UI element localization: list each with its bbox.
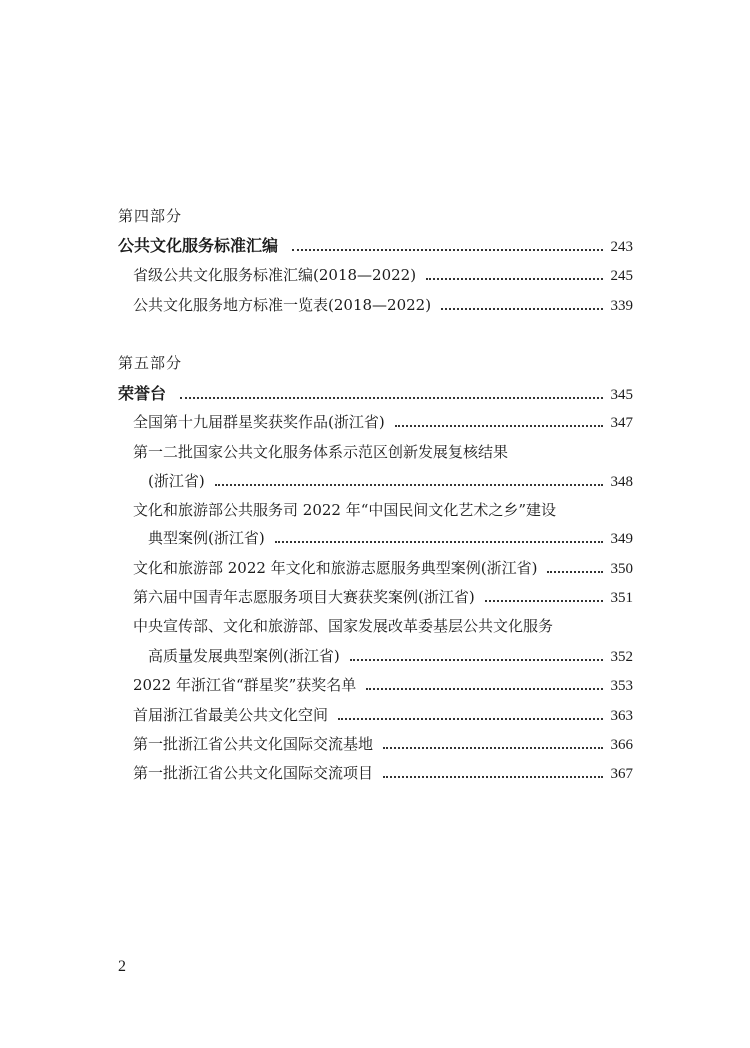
- leader-dots: [350, 658, 603, 661]
- leader-dots: [180, 396, 602, 399]
- toc-entry-title-cont: 典型案例(浙江省): [148, 529, 265, 547]
- toc-entry-page: 352: [610, 649, 633, 665]
- toc-entry-page: 347: [610, 415, 633, 431]
- toc-entry-line2[interactable]: [148, 527, 633, 548]
- toc-entry-title: 全国第十九届群星奖获奖作品(浙江省): [133, 413, 385, 431]
- toc-entry-page: 351: [610, 590, 633, 606]
- toc-entry-title: 第六届中国青年志愿服务项目大赛获奖案例(浙江省): [133, 588, 475, 606]
- leader-dots: [275, 540, 603, 543]
- toc-entry-page: 350: [610, 561, 633, 577]
- toc-entry-page: 245: [610, 268, 633, 284]
- toc-entry[interactable]: [133, 411, 633, 432]
- leader-dots: [395, 424, 603, 427]
- toc-entry-title-cont: (浙江省): [148, 472, 205, 490]
- leader-dots: [441, 307, 602, 310]
- toc-main-entry-honors[interactable]: [118, 381, 633, 404]
- leader-dots: [547, 570, 602, 573]
- toc-entry[interactable]: [133, 586, 633, 607]
- toc-entry[interactable]: [133, 264, 633, 285]
- toc-entry[interactable]: [133, 294, 633, 315]
- leader-dots: [485, 599, 603, 602]
- toc-entry-line1[interactable]: [133, 615, 633, 636]
- toc-entry-page: 345: [610, 387, 633, 403]
- toc-entry-page: 348: [610, 474, 633, 490]
- toc-entry-title: 荣誉台: [118, 384, 167, 403]
- toc-entry[interactable]: [133, 674, 633, 695]
- leader-dots: [383, 775, 602, 778]
- toc-entry-title: 第一批浙江省公共文化国际交流基地: [133, 735, 374, 753]
- leader-dots: [338, 717, 602, 720]
- leader-dots: [215, 483, 603, 486]
- toc-entry-line1[interactable]: [133, 499, 633, 520]
- toc-entry-title: 首届浙江省最美公共文化空间: [133, 706, 329, 724]
- toc-entry-page: 367: [610, 766, 633, 782]
- toc-entry[interactable]: [133, 704, 633, 725]
- toc-entry-title: 2022 年浙江省“群星奖”获奖名单: [133, 676, 357, 694]
- toc-entry-title: 公共文化服务地方标准一览表(2018—2022): [133, 296, 432, 314]
- toc-entry-page: 339: [610, 298, 633, 314]
- toc-entry-page: 243: [610, 239, 633, 255]
- toc-entry-title: 第一批浙江省公共文化国际交流项目: [133, 764, 374, 782]
- leader-dots: [292, 248, 602, 251]
- toc-entry-line2[interactable]: [148, 645, 633, 666]
- toc-entry-title: 文化和旅游部 2022 年文化和旅游志愿服务典型案例(浙江省): [133, 559, 538, 577]
- leader-dots: [366, 687, 602, 690]
- part-four-label: 第四部分: [118, 207, 183, 225]
- toc-entry-title: 文化和旅游部公共服务司 2022 年“中国民间文化艺术之乡”建设: [133, 501, 557, 519]
- toc-entry-page: 349: [610, 531, 633, 547]
- toc-entry[interactable]: [133, 733, 633, 754]
- page-number-footer: 2: [118, 958, 126, 975]
- toc-entry-line1[interactable]: [133, 441, 633, 462]
- toc-entry[interactable]: [133, 762, 633, 783]
- part-five-label: 第五部分: [118, 354, 183, 372]
- leader-dots: [426, 277, 602, 280]
- toc-entry-page: 363: [610, 708, 633, 724]
- toc-entry-title: 省级公共文化服务标准汇编(2018—2022): [133, 266, 417, 284]
- toc-entry-title-cont: 高质量发展典型案例(浙江省): [148, 647, 340, 665]
- toc-entry-page: 366: [610, 737, 633, 753]
- toc-main-entry-standards[interactable]: [118, 233, 633, 256]
- toc-entry-line2[interactable]: [148, 470, 633, 491]
- toc-entry[interactable]: [133, 557, 633, 578]
- toc-entry-title: 中央宣传部、文化和旅游部、国家发展改革委基层公共文化服务: [133, 617, 554, 635]
- toc-entry-title: 第一二批国家公共文化服务体系示范区创新发展复核结果: [133, 443, 509, 461]
- toc-entry-title: 公共文化服务标准汇编: [118, 236, 279, 255]
- leader-dots: [383, 746, 602, 749]
- toc-entry-page: 353: [610, 678, 633, 694]
